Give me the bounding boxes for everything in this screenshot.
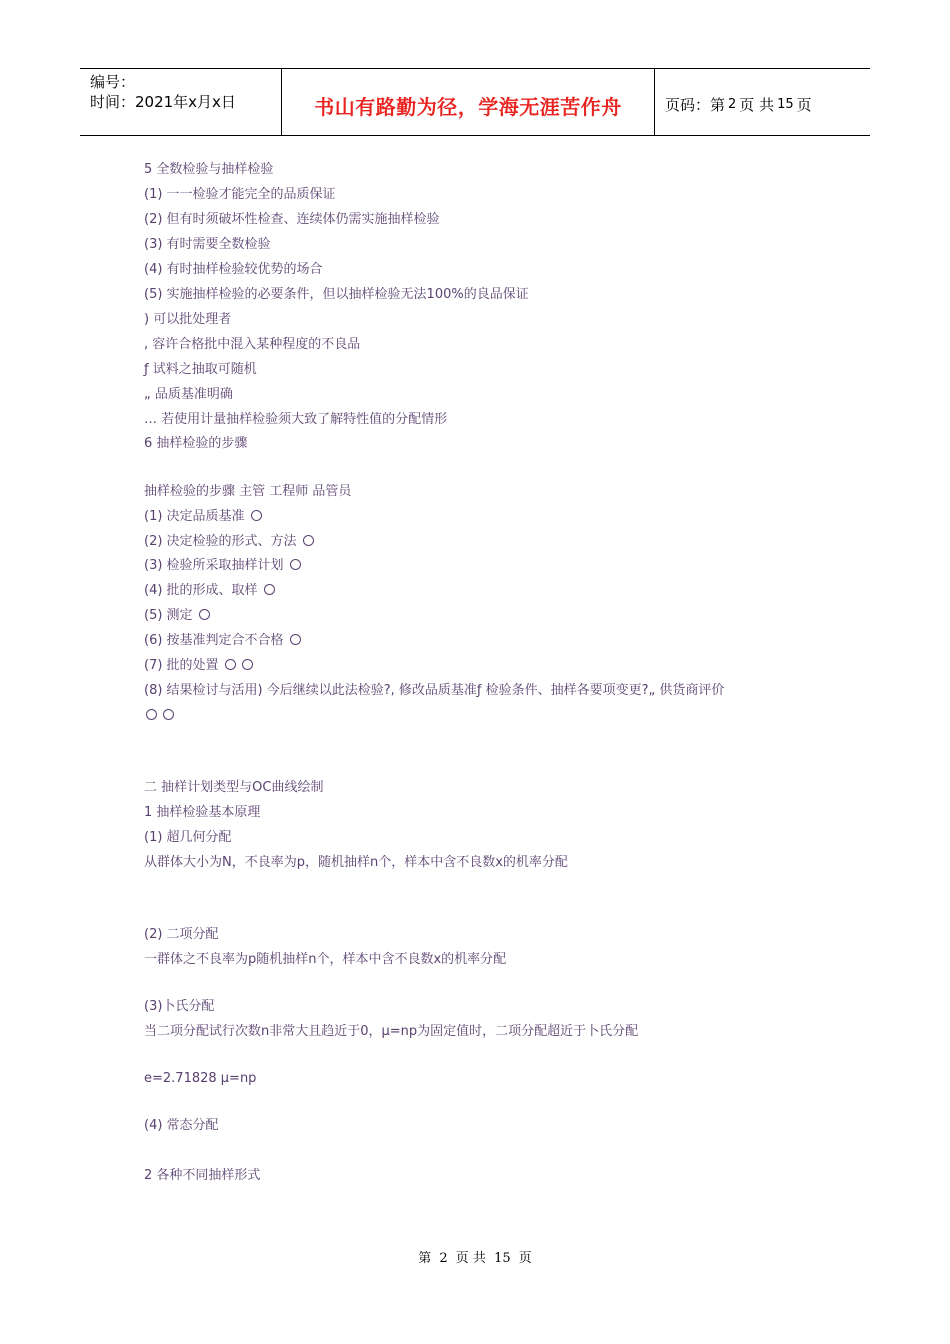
- section-heading: 5 全数检验与抽样检验: [144, 162, 274, 177]
- step-row: [144, 607, 210, 625]
- section-heading: 1 抽样检验基本原理: [144, 805, 261, 820]
- body-line: (1) 超几何分配: [144, 830, 232, 845]
- body-line: ƒ 试料之抽取可随机: [144, 362, 257, 377]
- footer-prefix: 第: [418, 1251, 432, 1266]
- document-number-label: 编号：: [90, 73, 136, 91]
- step-label: (3) 检验所采取抽样计划: [144, 558, 284, 573]
- circle-mark-icon: [225, 659, 236, 670]
- step-label: (6) 按基准判定合不合格: [144, 633, 284, 648]
- body-line: 从群体大小为N，不良率为p，随机抽样n个，样本中含不良数x的机率分配: [144, 855, 568, 870]
- step-row: [144, 557, 301, 575]
- header-left-cell: [80, 69, 282, 135]
- header-page-total: 15: [777, 96, 794, 112]
- header-motto-cell: [282, 69, 655, 135]
- step-row: [144, 533, 314, 551]
- body-line: (4) 有时抽样检验较优势的场合: [144, 262, 323, 277]
- header-page-prefix: 页码：第: [665, 95, 726, 114]
- body-line: ) 可以批处理者: [144, 312, 232, 327]
- footer-mid: 页 共: [455, 1251, 486, 1266]
- header-motto: 书山有路勤为径，学海无涯苦作舟: [314, 94, 622, 119]
- circle-mark-icon: [303, 535, 314, 546]
- body-line: (2) 但有时须破坏性检查、连续体仍需实施抽样检验: [144, 212, 440, 227]
- footer-page-total: 15: [494, 1251, 511, 1266]
- step-row: [144, 582, 275, 600]
- body-line: (3) 有时需要全数检验: [144, 237, 271, 252]
- formula-line: e=2.71828 μ=np: [144, 1071, 257, 1086]
- step-label: (5) 测定: [144, 608, 193, 623]
- body-line: (5) 实施抽样检验的必要条件，但以抽样检验无法100%的良品保证: [144, 287, 529, 302]
- header-page-mid: 页 共: [739, 95, 775, 114]
- header-page-current: 2: [728, 96, 737, 112]
- circle-mark-icon: [199, 609, 210, 620]
- step-row: [144, 657, 253, 675]
- circle-mark-icon: [290, 634, 301, 645]
- section-heading: 二 抽样计划类型与OC曲线绘制: [144, 780, 324, 795]
- header-page-cell: [655, 69, 870, 135]
- step-label: (2) 决定检验的形式、方法: [144, 534, 297, 549]
- circle-mark-icon: [242, 659, 253, 670]
- section-heading: 2 各种不同抽样形式: [144, 1168, 261, 1183]
- body-line: … 若使用计量抽样检验须大致了解特性值的分配情形: [144, 412, 448, 427]
- page-footer: [0, 1247, 950, 1266]
- circle-mark-icon: [163, 709, 174, 720]
- circle-mark-icon: [290, 559, 301, 570]
- body-line: (3)卜氏分配: [144, 999, 215, 1014]
- step-row: [144, 508, 262, 526]
- body-line: (1) 一一检验才能完全的品质保证: [144, 187, 336, 202]
- circle-mark-icon: [251, 510, 262, 521]
- document-header: [80, 68, 870, 136]
- steps-table-header: 抽样检验的步骤 主管 工程师 品管员: [144, 484, 352, 499]
- step-row-marks: [144, 707, 174, 725]
- body-line: 当二项分配试行次数n非常大且趋近于0，μ=np为固定值时，二项分配超近于卜氏分配: [144, 1024, 639, 1039]
- body-line: , 容许合格批中混入某种程度的不良品: [144, 337, 361, 352]
- step-row: [144, 682, 724, 700]
- circle-mark-icon: [146, 709, 157, 720]
- step-label: (4) 批的形成、取样: [144, 583, 258, 598]
- step-label: (8) 结果检讨与活用) 今后继续以此法检验?, 修改品质基准ƒ 检验条件、抽样各要项变更?„ 供货商评价: [144, 683, 725, 698]
- body-line: 一群体之不良率为p随机抽样n个，样本中含不良数x的机率分配: [144, 952, 507, 967]
- step-label: (1) 决定品质基准: [144, 509, 245, 524]
- body-line: „ 品质基准明确: [144, 387, 233, 402]
- circle-mark-icon: [264, 584, 275, 595]
- body-line: (4) 常态分配: [144, 1118, 219, 1133]
- footer-suffix: 页: [518, 1251, 532, 1266]
- header-page-suffix: 页: [796, 95, 812, 114]
- document-date: 时间：2021年x月x日: [90, 93, 236, 111]
- step-label: (7) 批的处置: [144, 658, 219, 673]
- section-heading: 6 抽样检验的步骤: [144, 436, 248, 451]
- footer-page-current: 2: [439, 1251, 448, 1266]
- body-line: (2) 二项分配: [144, 927, 219, 942]
- step-row: [144, 632, 301, 650]
